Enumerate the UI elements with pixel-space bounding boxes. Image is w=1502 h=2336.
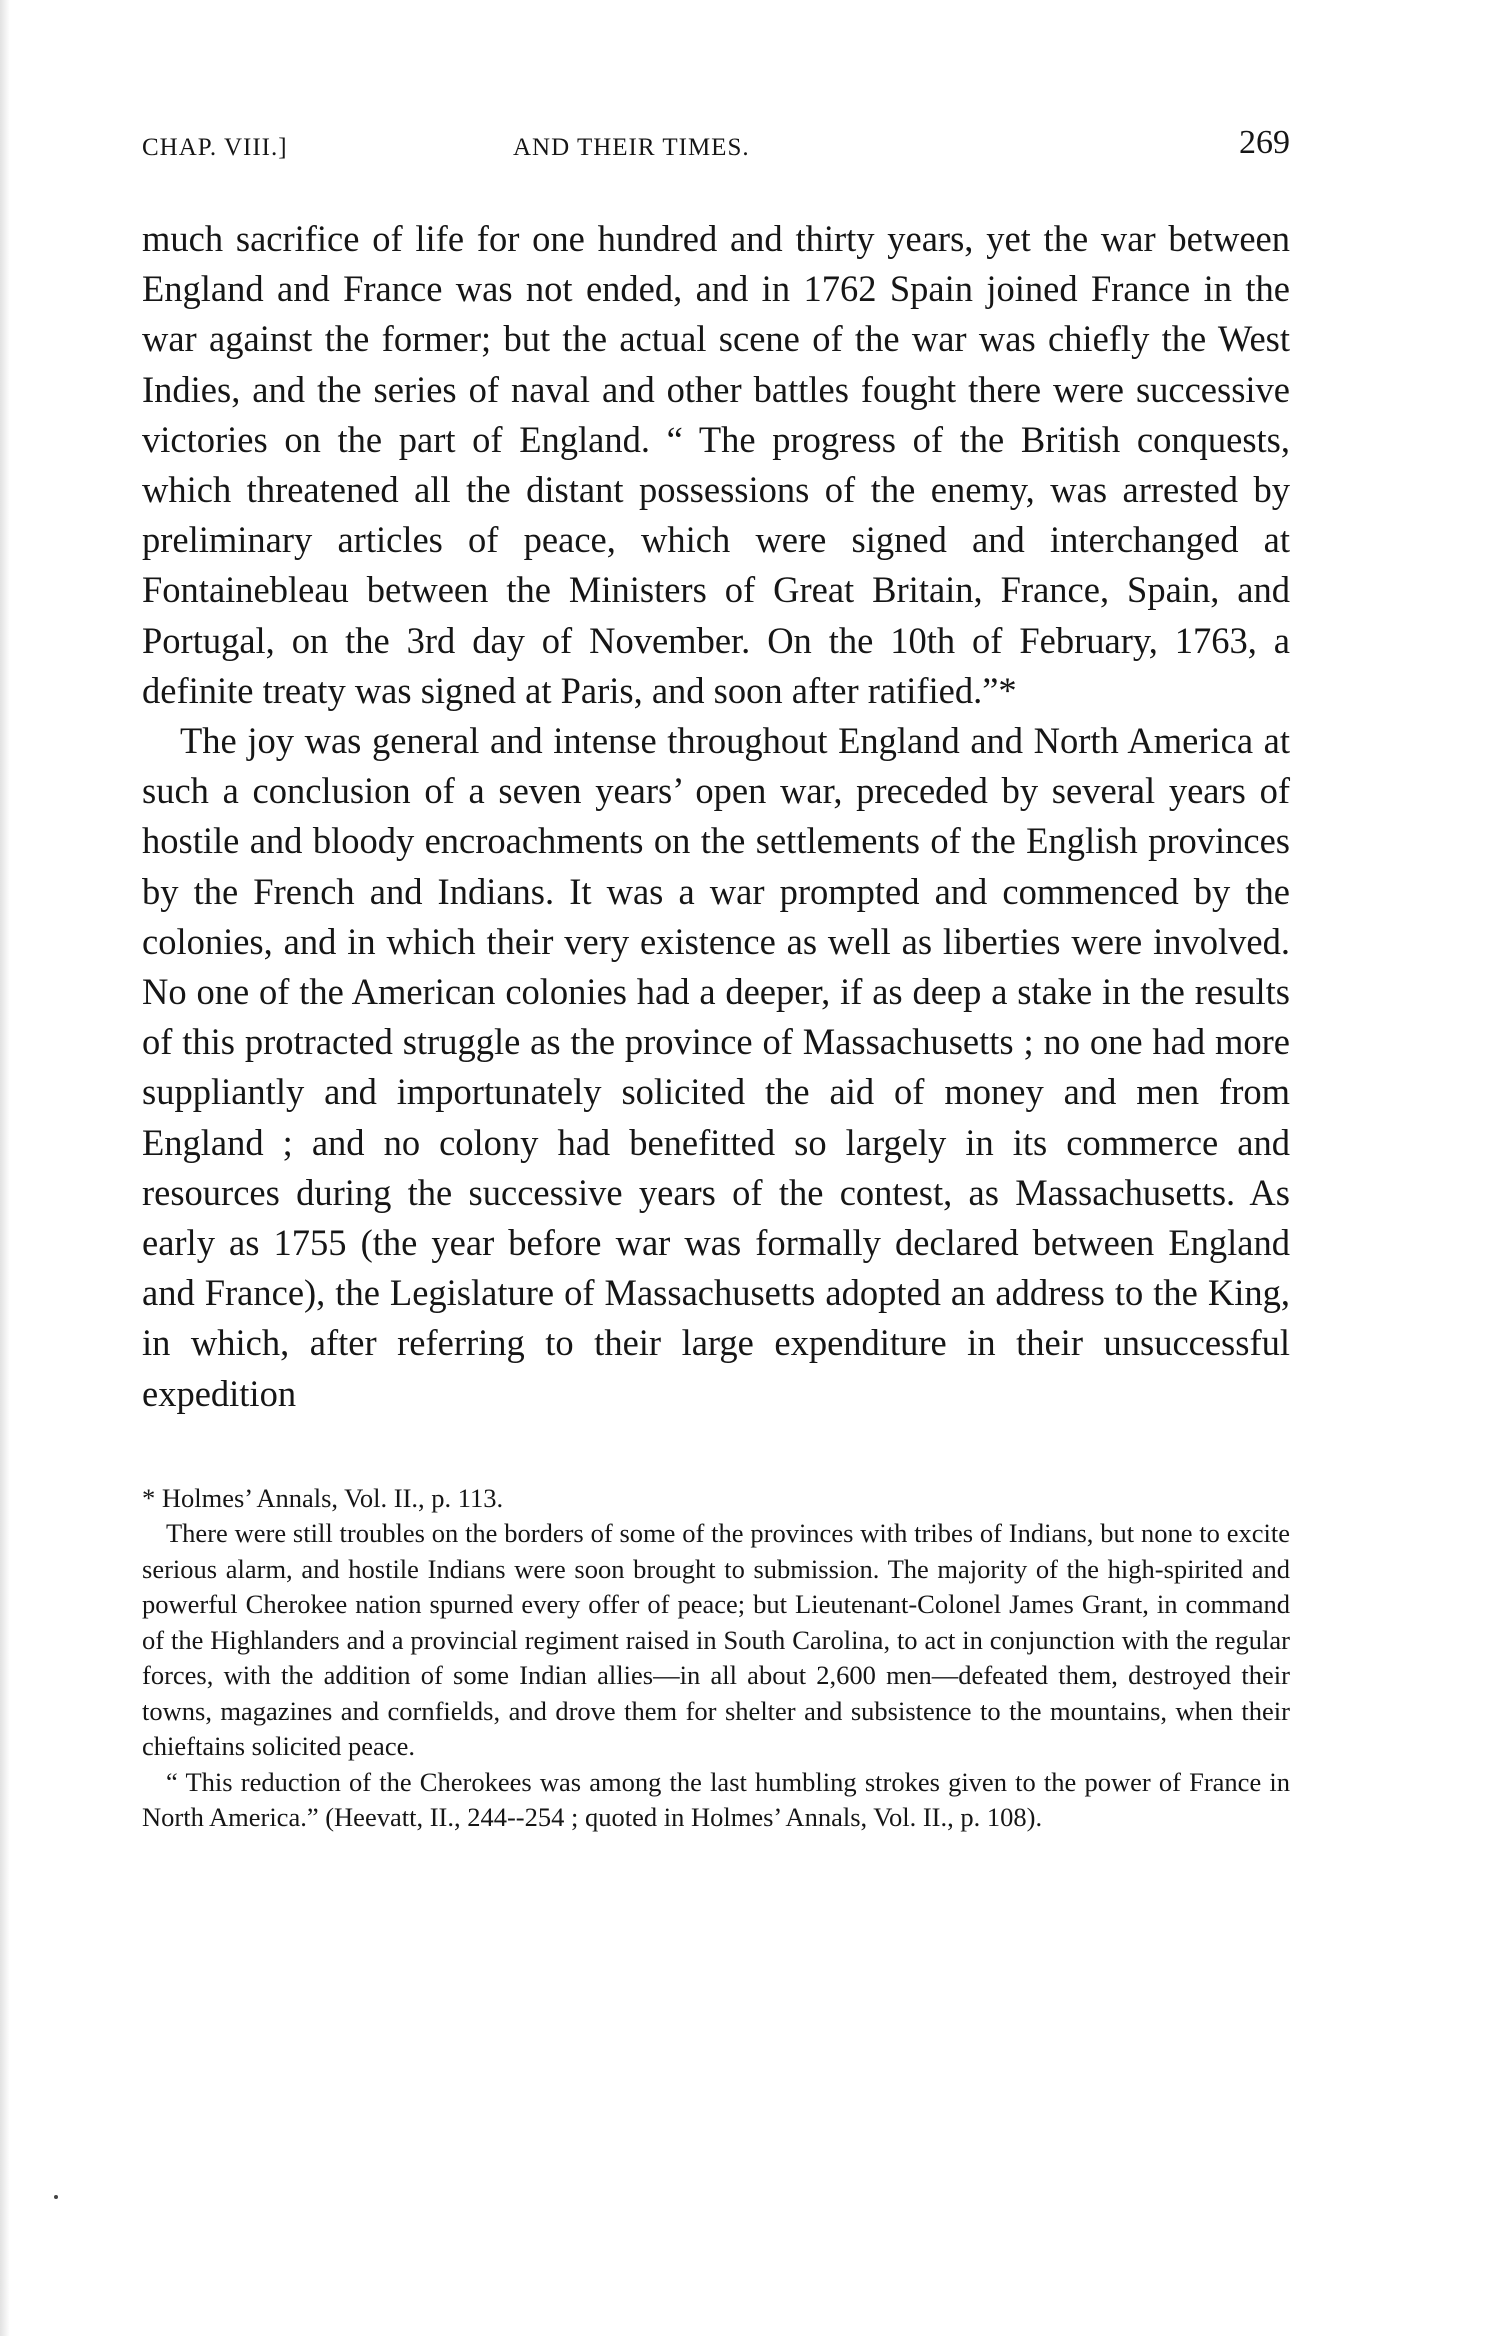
running-title: AND THEIR TIMES. <box>513 134 750 161</box>
body-paragraph-1: much sacrifice of life for one hundred and thirty years, yet the war between England and France was not ended, and in 1762 Spain joined France in the war against the former; but the actual scene of the war was chiefly the West Indies, and the series of naval and other battles fought there were successive victories on the part of England. “ The progress of the British conquests, which threatened all the distant possessions of the enemy, was arrested by preliminary articles of peace, which were signed and interchanged at Fontainebleau between the Ministers of Great Britain, France, Spain, and Portugal, on the 3rd day of November. On the 10th of February, 1763, a definite treaty was signed at Paris, and soon after ratified.”* <box>142 218 1290 711</box>
footnotes <box>142 1481 1290 1836</box>
book-page <box>142 120 1290 1836</box>
running-head <box>142 120 1290 180</box>
page-number: 269 <box>1239 124 1290 161</box>
chapter-label: CHAP. VIII.] <box>142 134 288 161</box>
scan-speck <box>54 2195 58 2199</box>
body-paragraph-2: The joy was general and intense throughout England and North America at such a conclusion of a seven years’ open war, preceded by several years of hostile and bloody encroachments on the settlements of the English provinces by the French and Indians. It was a war prompted and commenced by the colonies, and in which their very existence as well as liberties were involved. No one of the American colonies had a deeper, if as deep a stake in the results of this protracted struggle as the province of Massachusetts ; no one had more suppliantly and importunately solicited the aid of money and men from England ; and no colony had benefitted so largely in its commerce and resources during the successive years of the contest, as Massachusetts. As early as 1755 (the year before war was formally declared between England and France), the Legislature of Massachusetts adopted an address to the King, in which, after referring to their large expenditure in their unsuccessful expedition <box>142 720 1290 1414</box>
scan-edge-shadow <box>0 0 10 2336</box>
body-text <box>142 214 1290 1419</box>
footnote-cherokee-quote: “ This reduction of the Cherokees was among the last humbling strokes given to the power of France in North America.” (Heevatt, II., 244--254 ; quoted in Holmes’ Annals, Vol. II., p. 108). <box>142 1766 1290 1833</box>
footnote-indian-troubles: There were still troubles on the borders of some of the provinces with tribes of Indians, but none to excite serious alarm, and hostile Indians were soon brought to submission. The majority of the high-spirited and powerful Cherokee nation spurned every offer of peace; but Lieutenant-Colonel James Grant, in command of the Highlanders and a provincial regiment raised in South Carolina, to act in conjunction with the regular forces, with the addition of some Indian allies—in all about 2,600 men—defeated them, destroyed their towns, magazines and cornfields, and drove them for shelter and subsistence to the mountains, when their chieftains solicited peace. <box>142 1518 1290 1762</box>
footnote-citation: * Holmes’ Annals, Vol. II., p. 113. <box>142 1482 504 1513</box>
